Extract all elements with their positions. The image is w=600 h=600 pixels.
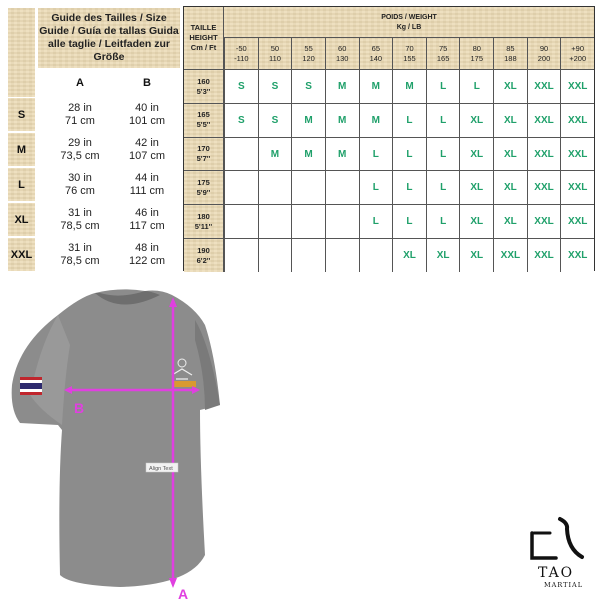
- size-cell: M: [392, 70, 426, 103]
- a-inches: 28 in: [68, 101, 92, 114]
- b-cm: 117 cm: [129, 219, 165, 232]
- weight-kg: -50: [235, 43, 247, 53]
- size-cell: M: [325, 104, 359, 137]
- b-inches: 46 in: [135, 206, 159, 219]
- size-cell: [325, 239, 359, 272]
- height-ft: 5'9'': [196, 187, 211, 197]
- weight-lb: 120: [302, 53, 315, 63]
- size-cell: XXL: [560, 104, 594, 137]
- size-row-m: [6, 132, 182, 167]
- height-cm: 170: [197, 144, 210, 154]
- height-cm: 190: [197, 245, 210, 255]
- size-label: XXL: [8, 238, 35, 271]
- tao-martial-logo: [520, 515, 600, 595]
- a-cm: 78,5 cm: [60, 219, 100, 232]
- size-row-xl: [6, 202, 182, 237]
- weight-kg: 50: [270, 43, 280, 53]
- height-weight-table: [183, 6, 595, 271]
- weight-header-title: POIDS / WEIGHT: [381, 14, 437, 21]
- a-inches: 31 in: [68, 241, 92, 254]
- weight-lb: 130: [335, 53, 349, 63]
- size-row-l: [6, 167, 182, 202]
- weight-lb: 110: [268, 53, 281, 63]
- height-label: [184, 171, 224, 204]
- height-ft: 5'5'': [196, 120, 211, 130]
- height-label: [184, 239, 224, 272]
- weight-lb: 188: [504, 53, 517, 63]
- size-cell: XL: [426, 239, 460, 272]
- size-cell: XXL: [527, 239, 561, 272]
- size-cell: [325, 205, 359, 238]
- size-cell: XXL: [527, 171, 561, 204]
- weight-column-header: [560, 38, 594, 69]
- size-label: S: [8, 98, 35, 131]
- weight-kg: 60: [338, 43, 347, 53]
- size-cell: M: [359, 104, 393, 137]
- height-row: [184, 137, 594, 171]
- size-cell: L: [392, 138, 426, 171]
- size-cell: XXL: [527, 104, 561, 137]
- kanji-icon: [532, 519, 582, 558]
- size-row-s: [6, 97, 182, 132]
- height-header-en: HEIGHT: [189, 33, 218, 42]
- b-inches: 40 in: [135, 101, 159, 114]
- size-cell: XL: [459, 104, 493, 137]
- height-cm: 175: [197, 177, 210, 187]
- weight-lb: +200: [569, 53, 587, 63]
- size-cell: [291, 239, 325, 272]
- weight-column-header: [392, 38, 426, 69]
- size-cell: XXL: [560, 239, 594, 272]
- height-row: [184, 69, 594, 103]
- size-cell: M: [359, 70, 393, 103]
- size-cell: [224, 171, 258, 204]
- b-inches: 44 in: [135, 171, 159, 184]
- size-cell: L: [426, 171, 460, 204]
- height-header-unit: Cm / Ft: [190, 43, 217, 52]
- size-label: L: [8, 168, 35, 201]
- size-cell: L: [426, 138, 460, 171]
- size-cell: [291, 171, 325, 204]
- height-row: [184, 170, 594, 204]
- size-cell: [325, 171, 359, 204]
- size-cell: XXL: [527, 70, 561, 103]
- height-ft: 5'11'': [194, 221, 213, 231]
- logo-name: TAO: [538, 565, 575, 581]
- size-cell: XL: [459, 171, 493, 204]
- a-inches: 30 in: [68, 171, 92, 184]
- a-cm: 71 cm: [65, 114, 95, 127]
- height-row: [184, 238, 594, 272]
- height-label: [184, 104, 224, 137]
- measure-label-b: B: [74, 400, 85, 416]
- size-cell: [258, 171, 292, 204]
- height-label: [184, 70, 224, 103]
- b-cm: 101 cm: [128, 114, 166, 127]
- weight-header-unit: Kg / LB: [396, 24, 422, 31]
- a-cm: 73,5 cm: [60, 149, 100, 162]
- b-cm: 122 cm: [128, 254, 166, 267]
- weight-column-header: [258, 38, 292, 69]
- size-cell: L: [426, 205, 460, 238]
- size-cell: M: [291, 138, 325, 171]
- weight-header: [224, 7, 594, 38]
- height-cm: 165: [197, 110, 210, 120]
- logo-subtitle: MARTIAL: [544, 581, 584, 589]
- a-inches: 29 in: [68, 136, 92, 149]
- header-corner: [8, 8, 35, 68]
- weight-lb: 175: [470, 53, 484, 63]
- tshirt-icon: [12, 289, 220, 587]
- measure-label-a: A: [178, 586, 189, 600]
- height-header: [184, 7, 224, 69]
- weight-kg: 75: [438, 43, 448, 53]
- size-cell: [224, 138, 258, 171]
- size-cell: M: [325, 70, 359, 103]
- size-cell: [258, 239, 292, 272]
- weight-kg: 90: [539, 43, 549, 53]
- size-label: XL: [8, 203, 35, 236]
- size-cell: XL: [493, 70, 527, 103]
- size-cell: XL: [459, 138, 493, 171]
- size-cell: XXL: [493, 239, 527, 272]
- size-row-xxl: [6, 237, 182, 272]
- size-cell: S: [224, 70, 258, 103]
- weight-kg: +90: [571, 43, 585, 53]
- size-cell: XL: [493, 104, 527, 137]
- align-text-tooltip: Align Text: [149, 466, 173, 472]
- size-cell: S: [224, 104, 258, 137]
- size-cell: L: [392, 205, 426, 238]
- weight-kg: 70: [405, 43, 414, 53]
- header-corner-2: [8, 68, 35, 97]
- weight-kg: 85: [506, 43, 515, 53]
- size-guide-title: Guide des Tailles / Size Guide / Guía de tallas Guida alle taglie / Leitfaden zur Größe: [38, 8, 180, 68]
- size-label: M: [8, 133, 35, 166]
- weight-lb: 140: [369, 53, 383, 63]
- height-label: [184, 205, 224, 238]
- size-cell: L: [359, 138, 393, 171]
- weight-column-header: [493, 38, 527, 69]
- size-cell: M: [325, 138, 359, 171]
- height-cm: 160: [197, 76, 210, 86]
- weight-kg: 65: [371, 43, 381, 53]
- weight-lb: 200: [537, 53, 551, 63]
- weight-lb: -110: [234, 53, 249, 63]
- size-cell: S: [291, 70, 325, 103]
- weight-column-header: [359, 38, 393, 69]
- size-cell: M: [291, 104, 325, 137]
- weight-column-header: [459, 38, 493, 69]
- size-cell: L: [392, 171, 426, 204]
- size-cell: L: [459, 70, 493, 103]
- weight-column-header: [291, 38, 325, 69]
- weight-lb: 155: [403, 53, 416, 63]
- size-cell: XXL: [560, 138, 594, 171]
- size-cell: L: [426, 70, 460, 103]
- size-cell: M: [258, 138, 292, 171]
- tshirt-illustration: [0, 285, 240, 600]
- height-ft: 5'3'': [196, 86, 211, 96]
- size-cell: XL: [493, 205, 527, 238]
- size-cell: [224, 205, 258, 238]
- b-inches: 42 in: [135, 136, 159, 149]
- a-inches: 31 in: [68, 206, 92, 219]
- weight-kg: 80: [472, 43, 481, 53]
- size-cell: [258, 205, 292, 238]
- size-cell: XL: [459, 239, 493, 272]
- size-cell: S: [258, 104, 292, 137]
- size-cell: XXL: [560, 205, 594, 238]
- b-inches: 48 in: [135, 241, 159, 254]
- size-cell: XXL: [560, 171, 594, 204]
- size-cell: XL: [493, 171, 527, 204]
- height-cm: 180: [197, 211, 210, 221]
- size-cell: [224, 239, 258, 272]
- size-cell: [291, 205, 325, 238]
- height-ft: 5'7'': [196, 154, 211, 164]
- size-cell: [359, 239, 393, 272]
- height-label: [184, 138, 224, 171]
- weight-column-header: [426, 38, 460, 69]
- weight-lb: 165: [436, 53, 450, 63]
- height-header-fr: TAILLE: [190, 23, 217, 32]
- size-cell: XL: [459, 205, 493, 238]
- size-cell: XXL: [560, 70, 594, 103]
- b-cm: 107 cm: [128, 149, 166, 162]
- height-row: [184, 204, 594, 238]
- a-cm: 76 cm: [65, 184, 95, 197]
- column-a-header: A: [76, 77, 84, 89]
- size-cell: XL: [493, 138, 527, 171]
- weight-column-header: [527, 38, 561, 69]
- size-cell: XXL: [527, 138, 561, 171]
- size-cell: L: [392, 104, 426, 137]
- b-cm: 111 cm: [129, 184, 165, 197]
- height-ft: 6'2'': [196, 255, 211, 265]
- size-cell: XL: [392, 239, 426, 272]
- column-b-header: B: [143, 77, 151, 89]
- weight-column-header: [325, 38, 359, 69]
- size-cell: S: [258, 70, 292, 103]
- size-cell: XXL: [527, 205, 561, 238]
- size-cell: L: [359, 171, 393, 204]
- height-row: [184, 103, 594, 137]
- size-cell: L: [426, 104, 460, 137]
- a-cm: 78,5 cm: [60, 254, 100, 267]
- size-cell: L: [359, 205, 393, 238]
- weight-column-header: [224, 38, 258, 69]
- weight-kg: 55: [304, 43, 313, 53]
